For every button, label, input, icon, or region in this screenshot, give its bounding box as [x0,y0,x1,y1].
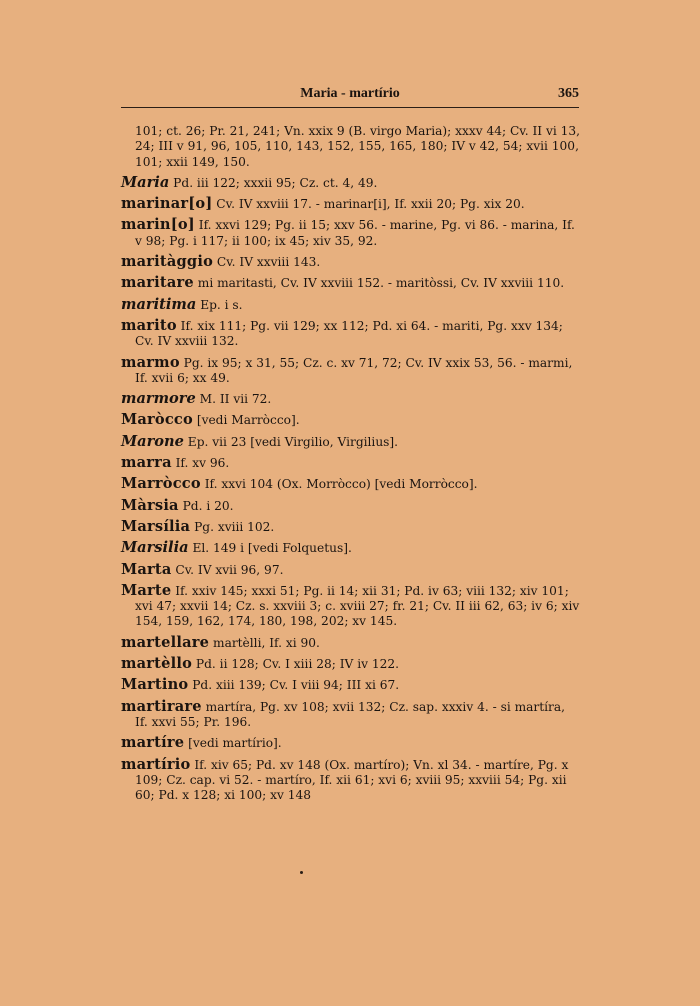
entry-references: If. xxvi 104 (Ox. Morròcco) [vedi Morròcco]. [200,477,478,492]
entry-references: If. xix 111; Pg. vii 129; xx 112; Pd. xi 64. - mariti, Pg. xxv 134; Cv. IV xxviii 132. [135,318,563,349]
entry-references: Pg. ix 95; x 31, 55; Cz. c. xv 71, 72; Cv. IV xxix 53, 56. - marmi, If. xvii 6; xx 49. [135,355,573,385]
entry-references: Pd. ii 128; Cv. I xiii 28; IV iv 122. [192,657,399,672]
dictionary-entry [121,519,581,535]
entry-references: [vedi Marròcco]. [192,413,300,428]
entry-references: M. II vii 72. [195,392,272,407]
header-rule [121,107,579,108]
dictionary-entry [121,562,581,578]
entry-headword: martíre [121,734,185,752]
entry-references: Ep. i s. [196,297,243,312]
entry-references: Ep. vii 23 [vedi Virgilio, Virgilius]. [183,434,399,449]
entry-headword: Marròcco [121,475,201,493]
dictionary-entry [121,757,581,804]
dictionary-entry [121,540,581,556]
entry-references: Cv. IV xxviii 143. [213,255,321,270]
dictionary-entry [121,355,581,387]
entry-headword: Marte [121,581,172,599]
entry-references: Pg. xviii 102. [190,519,275,534]
entry-references: 101; ct. 26; Pr. 21, 241; Vn. xxix 9 (B. virgo Maria); xxxv 44; Cv. II vi 13, 24; III v 91, 96, 105, 110, 143, 152, 155, 165, 180; IV v 42, 54; xvii 100, 101; xxii 149, 150. [135,124,581,169]
page-number: 365 [558,86,579,101]
entry-references: Pd. iii 122; xxxii 95; Cz. ct. 4, 49. [169,175,378,190]
ink-speck [300,871,303,874]
entry-headword: marmo [121,353,180,371]
entry-references: Pd. i 20. [178,498,234,513]
entry-references: martèlli, If. xi 90. [209,635,320,650]
entry-headword: marra [121,454,172,472]
entry-headword: Maria [121,173,170,191]
entry-headword: martèllo [121,655,193,673]
dictionary-entry [121,583,581,630]
entry-references: If. xv 96. [171,456,230,471]
entry-references: El. 149 i [vedi Folquetus]. [188,541,352,556]
dictionary-entry [121,196,581,212]
entry-headword: Maròcco [121,411,193,429]
entry-headword: Marsília [121,517,191,535]
entry-headword: marinar[o] [121,195,213,213]
dictionary-entry [121,699,581,731]
entry-headword: Marta [121,560,172,578]
dictionary-entry [121,124,581,170]
dictionary-entry [121,735,581,751]
entry-headword: martellare [121,633,210,651]
entry-references: Pd. xiii 139; Cv. I viii 94; III xi 67. [188,678,400,693]
dictionary-entry [121,175,581,191]
entry-references: [vedi martírio]. [184,736,282,751]
entry-headword: maritare [121,274,194,292]
dictionary-entry [121,275,581,291]
entry-headword: Marone [121,432,184,450]
dictionary-entry [121,412,581,428]
entry-headword: marmore [121,390,196,408]
entry-headword: maritàggio [121,253,214,271]
entry-references: If. xxiv 145; xxxi 51; Pg. ii 14; xii 31; Pd. iv 63; viii 132; xiv 101; xvi 47; xxvii 14; Cz. s. xxviii 3; c. xviii 27; fr. 21; Cv. II iii 62, 63; iv 6; xiv 154, 159, 162, 174, 180, 198, 202; xv 145. [135,583,580,629]
entry-headword: marito [121,316,177,334]
dictionary-entry [121,217,581,249]
entry-references: mi maritasti, Cv. IV xxviii 152. - maritòssi, Cv. IV xxviii 110. [193,276,565,291]
dictionary-entries [121,124,581,808]
entry-references: martíra, Pg. xv 108; xvii 132; Cz. sap. xxxiv 4. - si martíra, If. xxvi 55; Pr. 196. [135,699,566,729]
running-header [121,86,579,106]
dictionary-entry [121,656,581,672]
dictionary-entry [121,677,581,693]
dictionary-entry [121,498,581,514]
entry-references: Cv. IV xxviii 17. - marinar[i], If. xxii 20; Pg. xix 20. [212,197,525,212]
entry-headword: Màrsia [121,496,179,514]
entry-references: If. xxvi 129; Pg. ii 15; xxv 56. - marine, Pg. vi 86. - marina, If. v 98; Pg. i 117; ii 100; ix 45; xiv 35, 92. [135,218,575,248]
dictionary-entry [121,318,581,350]
dictionary-entry [121,434,581,450]
dictionary-entry [121,455,581,471]
dictionary-entry [121,635,581,651]
entry-headword: maritima [121,295,197,313]
entry-headword: marin[o] [121,216,195,234]
dictionary-entry [121,297,581,313]
dictionary-entry [121,254,581,270]
entry-headword: martirare [121,697,202,715]
entry-references: If. xiv 65; Pd. xv 148 (Ox. martíro); Vn. xl 34. - martíre, Pg. x 109; Cz. cap. vi 52. - martíro, If. xii 61; xvi 6; xviii 95; xxviii 54; Pg. xii 60; Pd. x 128; xi 100; xv 148 [135,757,569,803]
entry-references: Cv. IV xvii 96, 97. [171,562,284,577]
entry-headword: martírio [121,755,191,773]
dictionary-entry [121,476,581,492]
entry-headword: Marsilia [121,539,189,557]
entry-headword: Martino [121,676,189,694]
running-title: Maria - martírio [300,86,400,101]
dictionary-entry [121,391,581,407]
